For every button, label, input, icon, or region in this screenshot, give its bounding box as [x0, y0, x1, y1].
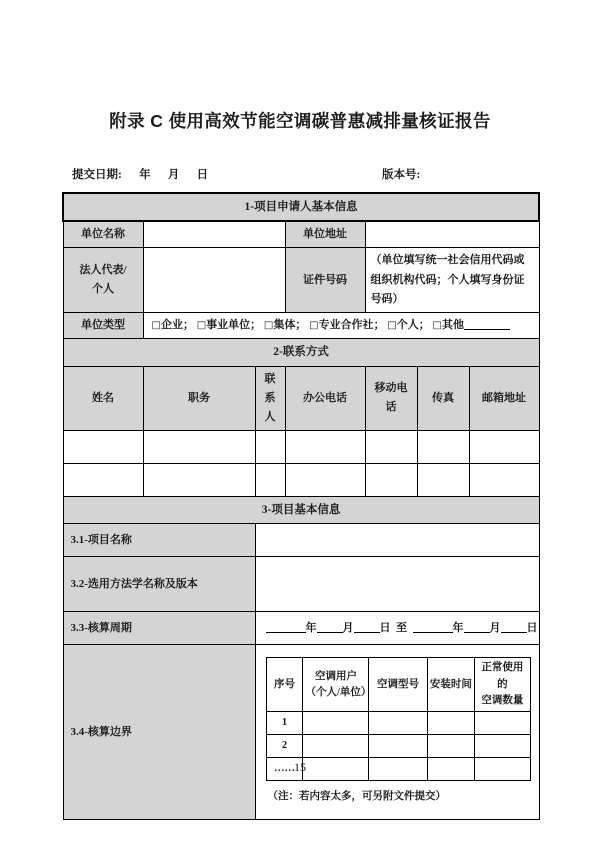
period-label: 3.3-核算周期: [63, 612, 255, 645]
period-month-unit-1: 月: [342, 621, 354, 634]
boundary-cell-seq: ……: [266, 758, 303, 781]
methodology-field[interactable]: [255, 557, 539, 612]
section1-header-row: [63, 193, 539, 221]
contact-cell-contact-person[interactable]: [255, 431, 285, 464]
page-number: 15: [294, 760, 306, 774]
period-separator: 至: [396, 621, 407, 634]
unit-type-options: □企业； □事业单位； □集体； □专业合作社； □个人； □其他: [143, 313, 539, 339]
boundary-col-count-line2: 空调数量: [481, 694, 524, 706]
boundary-col-user-line1: 空调用户: [314, 670, 357, 682]
boundary-cell-install[interactable]: [427, 735, 475, 758]
id-number-label: 证件号码: [285, 248, 365, 313]
period-end-month-input[interactable]: [464, 622, 490, 633]
unit-type-option-collective[interactable]: 集体: [273, 319, 296, 332]
contact-col-name: 姓名: [63, 366, 143, 431]
boundary-cell-count[interactable]: [475, 712, 530, 735]
boundary-header-row: [266, 658, 530, 712]
boundary-col-count: [475, 658, 530, 712]
contact-cell-name[interactable]: [63, 464, 143, 497]
contact-cell-fax[interactable]: [417, 464, 469, 497]
period-day-unit-2: 日: [526, 621, 538, 634]
project-name-label: 3.1-项目名称: [63, 524, 255, 557]
contact-cell-office-phone[interactable]: [285, 431, 365, 464]
unit-type-option-cooperative[interactable]: 专业合作社: [318, 319, 374, 332]
boundary-col-seq: 序号: [266, 658, 303, 712]
table-row: [63, 524, 539, 557]
contact-cell-mobile-phone[interactable]: [365, 431, 417, 464]
boundary-row: [266, 735, 530, 758]
period-year-unit-2: 年: [452, 621, 464, 634]
id-number-note: （单位填写统一社会信用代码或组织机构代码；个人填写身份证号码）: [365, 248, 539, 313]
table-row: [63, 221, 539, 248]
table-row: [63, 464, 539, 497]
version-label: 版本号:: [382, 169, 421, 181]
contact-col-fax: 传真: [417, 366, 469, 431]
section3-header-row: [63, 497, 539, 524]
boundary-note: （注：若内容太多，可另附文件提交）: [267, 791, 446, 803]
section1-header: 1-项目申请人基本信息: [63, 193, 539, 221]
boundary-col-user: [303, 658, 372, 712]
unit-address-label: 单位地址: [285, 221, 365, 248]
unit-type-option-enterprise[interactable]: 企业: [160, 319, 183, 332]
contact-cell-contact-person[interactable]: [255, 464, 285, 497]
section2-header: 2-联系方式: [63, 339, 539, 366]
period-start-day-input[interactable]: [354, 622, 380, 633]
project-name-field[interactable]: [255, 524, 539, 557]
contact-col-contact-person: 联系人: [255, 366, 285, 431]
unit-type-option-institution[interactable]: 事业单位: [206, 319, 251, 332]
boundary-cell-model[interactable]: [369, 712, 427, 735]
contact-col-email: 邮箱地址: [469, 366, 539, 431]
period-year-unit-1: 年: [305, 621, 317, 634]
boundary-cell-seq: 2: [266, 735, 303, 758]
report-form-table: [62, 192, 540, 820]
table-row: [63, 248, 539, 313]
table-row: [63, 431, 539, 464]
legal-person-label-line2: 个人: [92, 283, 114, 296]
period-month-unit-2: 月: [489, 621, 501, 634]
contact-cell-mobile-phone[interactable]: [365, 464, 417, 497]
contact-cell-fax[interactable]: [417, 431, 469, 464]
boundary-col-user-line2: （个人/单位）: [305, 686, 372, 698]
contact-cell-name[interactable]: [63, 431, 143, 464]
boundary-cell-user[interactable]: [303, 735, 369, 758]
contact-col-office-phone: 办公电话: [285, 366, 365, 431]
unit-type-option-other[interactable]: 其他: [441, 319, 464, 332]
section3-header: 3-项目基本信息: [63, 497, 539, 524]
section2-header-row: [63, 339, 539, 366]
unit-name-label: 单位名称: [63, 221, 143, 248]
table-row: [63, 612, 539, 645]
boundary-col-count-line1: 正常使用的: [481, 662, 524, 690]
table-row: [63, 313, 539, 339]
meta-row: [62, 166, 538, 186]
contact-col-mobile-phone: 移动电话: [365, 366, 417, 431]
unit-type-label: 单位类型: [63, 313, 143, 339]
page-title: 附录 C 使用高效节能空调碳普惠减排量核证报告: [109, 111, 491, 131]
period-end-day-input[interactable]: [501, 622, 527, 633]
table-row: [63, 645, 539, 820]
boundary-cell-user[interactable]: [303, 712, 369, 735]
boundary-cell-install[interactable]: [427, 712, 475, 735]
unit-address-field[interactable]: [365, 221, 539, 248]
boundary-content: [255, 645, 539, 820]
checkbox-icon[interactable]: □: [196, 320, 207, 332]
submit-date-label: 提交日期: 年 月 日: [72, 169, 209, 181]
checkbox-icon[interactable]: □: [151, 320, 161, 332]
boundary-cell-count[interactable]: [475, 735, 530, 758]
contact-cell-office-phone[interactable]: [285, 464, 365, 497]
contact-header-row: [63, 366, 539, 431]
contact-cell-position[interactable]: [143, 464, 255, 497]
boundary-cell-seq: 1: [266, 712, 303, 735]
unit-type-option-individual[interactable]: 个人: [396, 319, 419, 332]
period-day-unit-1: 日: [379, 621, 391, 634]
boundary-cell-model[interactable]: [369, 735, 427, 758]
legal-person-label: [63, 248, 143, 313]
unit-type-other-input[interactable]: [464, 318, 510, 330]
boundary-col-install-time: 安装时间: [427, 658, 475, 712]
contact-cell-email[interactable]: [469, 464, 539, 497]
period-start-month-input[interactable]: [317, 622, 343, 633]
legal-person-label-line1: 法人代表/: [79, 264, 127, 276]
boundary-row: [266, 712, 530, 735]
contact-col-position: 职务: [143, 366, 255, 431]
period-field[interactable]: [255, 612, 539, 645]
checkbox-icon[interactable]: □: [263, 320, 274, 332]
contact-cell-email[interactable]: [469, 431, 539, 464]
legal-person-field[interactable]: [143, 248, 285, 313]
unit-name-field[interactable]: [143, 221, 285, 248]
checkbox-icon[interactable]: □: [432, 320, 442, 332]
checkbox-icon[interactable]: □: [387, 320, 397, 332]
boundary-col-model: 空调型号: [369, 658, 427, 712]
methodology-label: 3.2-选用方法学名称及版本: [63, 557, 255, 612]
table-row: [63, 557, 539, 612]
contact-cell-position[interactable]: [143, 431, 255, 464]
checkbox-icon[interactable]: □: [309, 320, 319, 332]
period-start-year-input[interactable]: [266, 622, 306, 633]
boundary-label: 3.4-核算边界: [63, 645, 255, 820]
period-end-year-input[interactable]: [413, 622, 453, 633]
